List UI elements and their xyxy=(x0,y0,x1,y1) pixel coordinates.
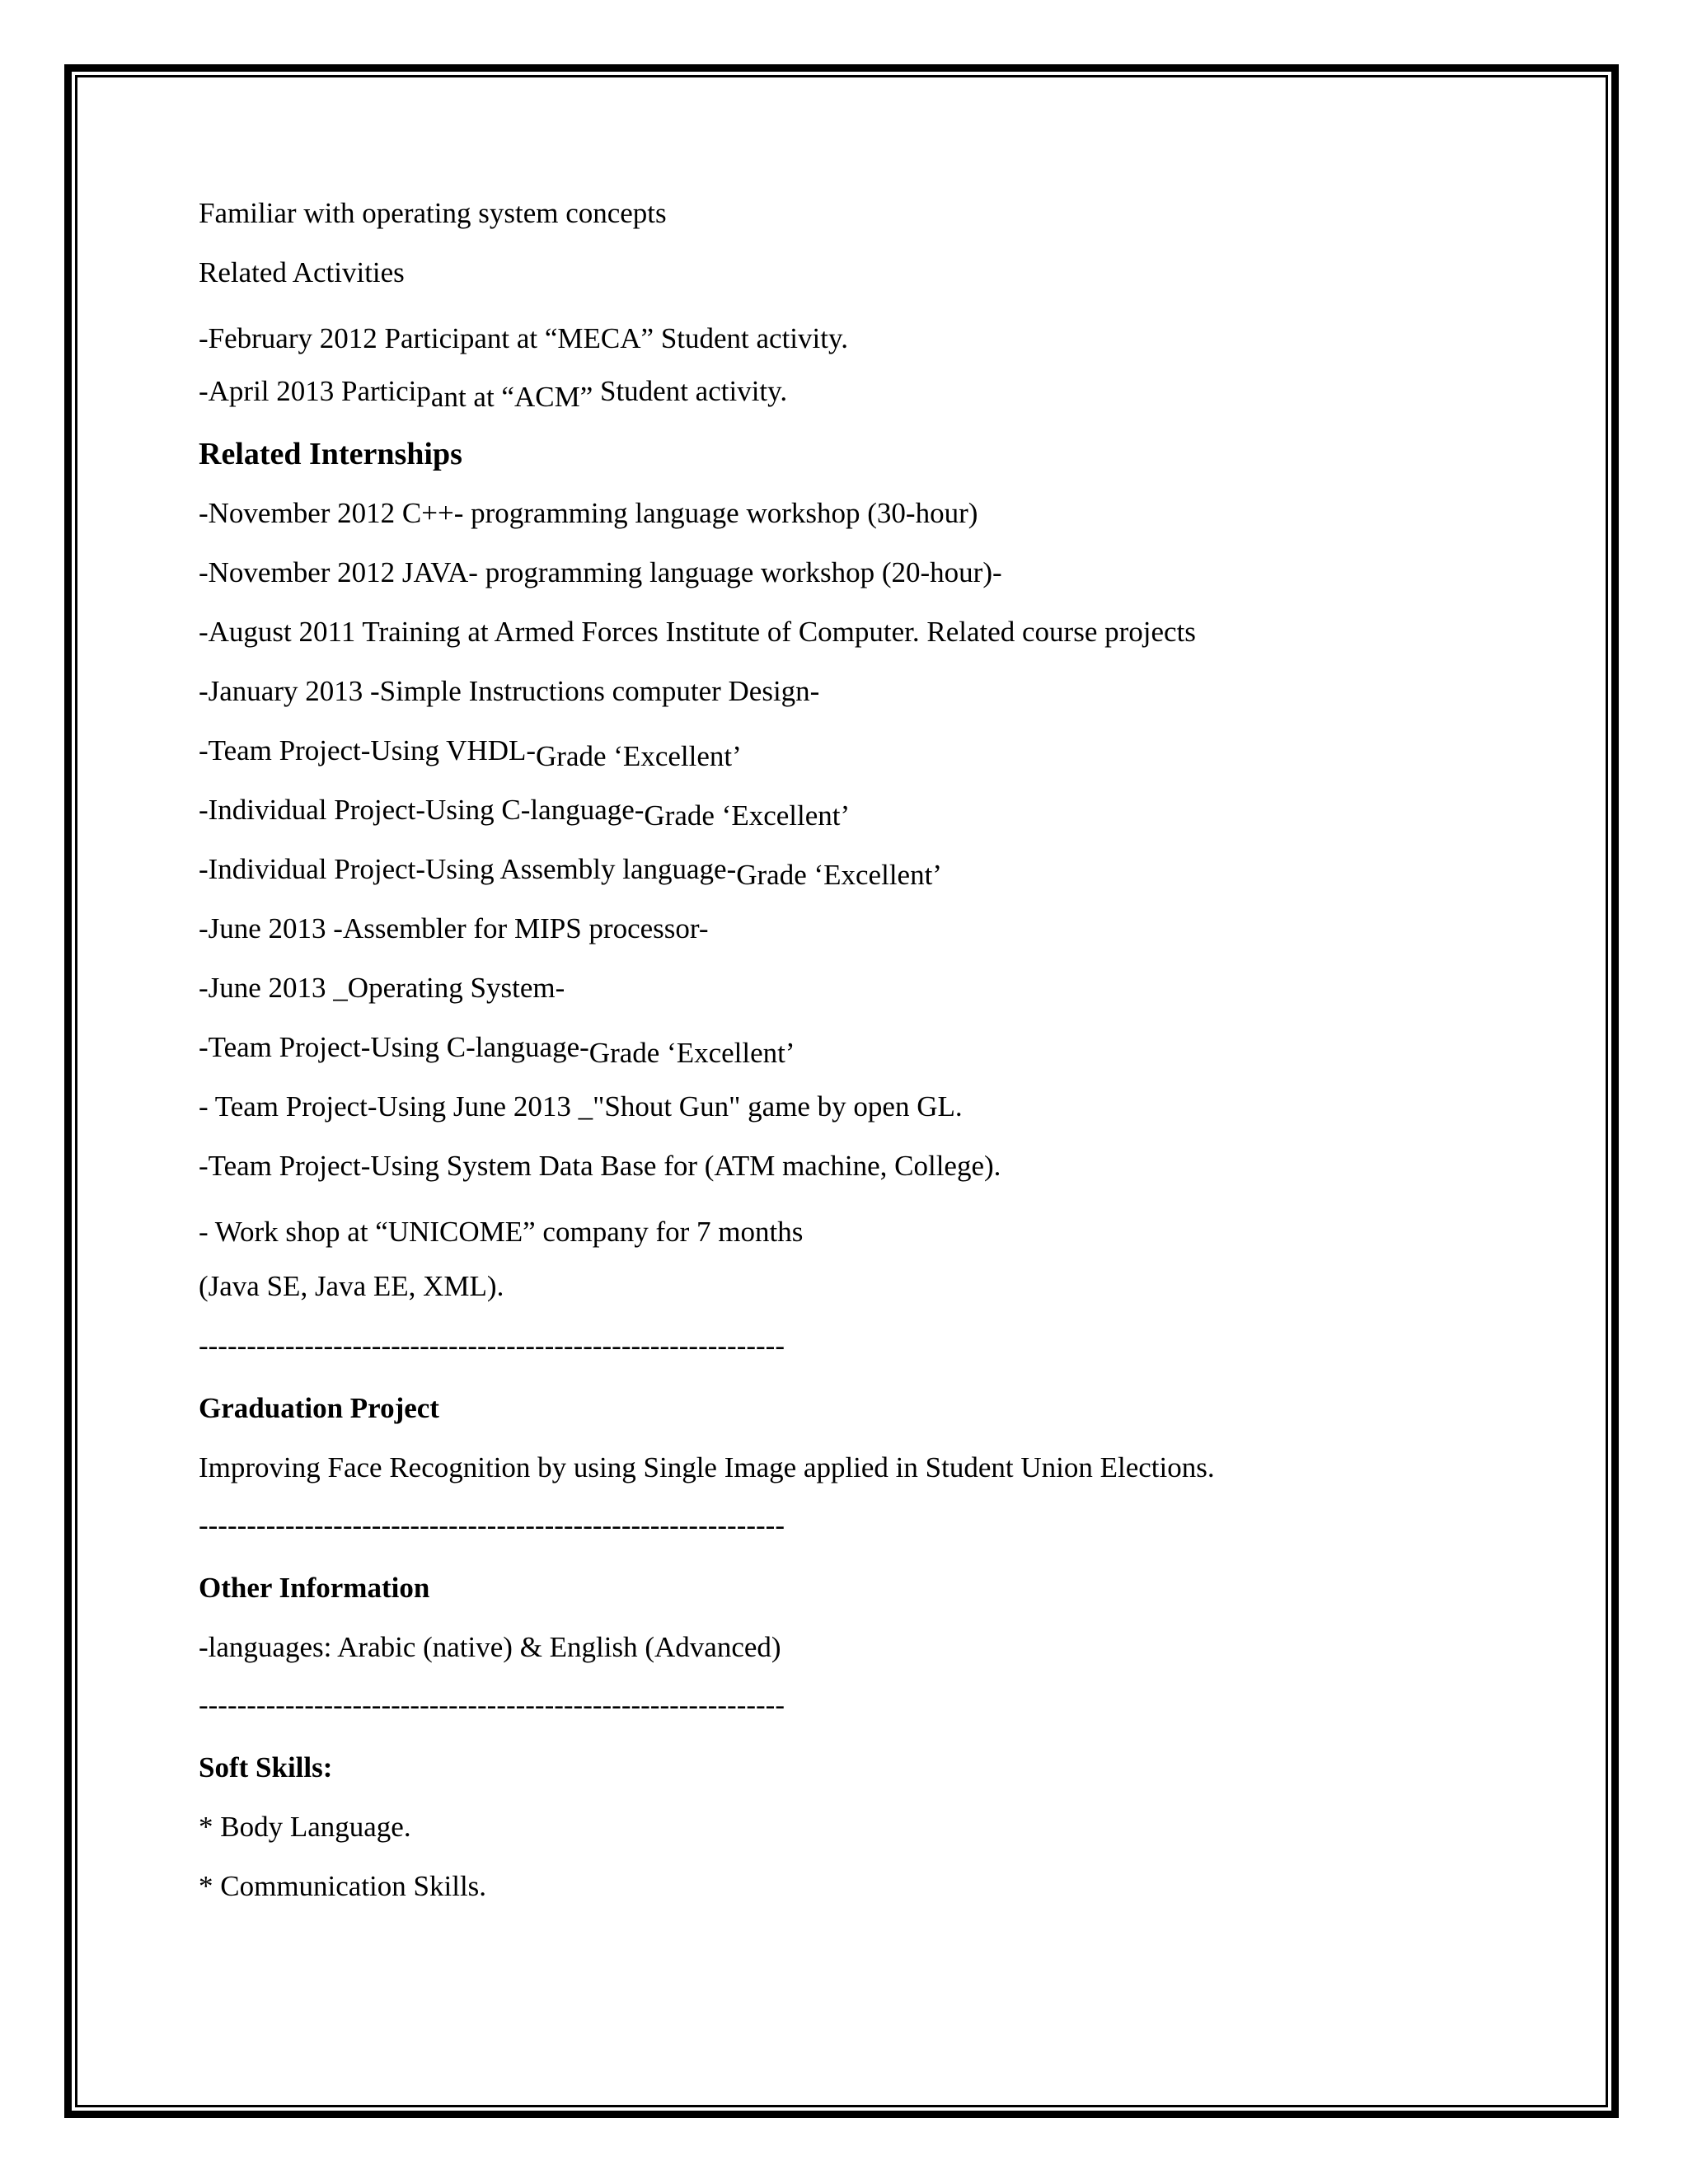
other-information-heading: Other Information xyxy=(199,1572,430,1604)
internship-item: -June 2013 _Operating System- xyxy=(199,972,565,1004)
related-internships-heading: Related Internships xyxy=(199,437,462,471)
internship-item: -Team Project-Using C-language-Grade ‘Excellent’ xyxy=(199,1031,795,1069)
section-separator: ------------------------------------------------------------- xyxy=(199,1329,785,1361)
internship-item: -November 2012 JAVA- programming language workshop (20-hour)- xyxy=(199,556,1002,588)
graduation-project-text: Improving Face Recognition by using Single Image applied in Student Union Elections. xyxy=(199,1451,1215,1483)
internship-item: - Team Project-Using June 2013 _"Shout Gun" game by open GL. xyxy=(199,1090,963,1122)
internship-item: -Individual Project-Using Assembly language-Grade ‘Excellent’ xyxy=(199,853,942,891)
internship-item: -January 2013 -Simple Instructions computer Design- xyxy=(199,675,820,707)
internship-item: (Java SE, Java EE, XML). xyxy=(199,1270,504,1302)
soft-skill-item: * Communication Skills. xyxy=(199,1870,487,1902)
internship-item: -August 2011 Training at Armed Forces Institute of Computer. Related course projects xyxy=(199,616,1196,648)
graduation-project-heading: Graduation Project xyxy=(199,1392,439,1424)
internship-item: -Team Project-Using VHDL-Grade ‘Excellent’ xyxy=(199,734,742,772)
soft-skills-heading: Soft Skills: xyxy=(199,1751,333,1783)
internship-item: - Work shop at “UNICOME” company for 7 months xyxy=(199,1216,804,1248)
internship-item: -Team Project-Using System Data Base for (ATM machine, College). xyxy=(199,1150,1001,1182)
internship-item: -June 2013 -Assembler for MIPS processor- xyxy=(199,912,709,944)
soft-skill-item: * Body Language. xyxy=(199,1811,411,1843)
internship-item: -Individual Project-Using C-language-Grade ‘Excellent’ xyxy=(199,794,851,832)
section-separator: ------------------------------------------------------------- xyxy=(199,1509,785,1541)
section-separator: ------------------------------------------------------------- xyxy=(199,1689,785,1721)
activity-item: -April 2013 Participant at “ACM” Student activity. xyxy=(199,375,788,413)
related-activities-heading: Related Activities xyxy=(199,256,405,288)
skills-tail-line: Familiar with operating system concepts xyxy=(199,197,667,229)
other-information-text: -languages: Arabic (native) & English (Advanced) xyxy=(199,1631,781,1663)
internship-item: -November 2012 C++- programming language workshop (30-hour) xyxy=(199,497,978,529)
activity-item: -February 2012 Participant at “MECA” Student activity. xyxy=(199,322,848,354)
